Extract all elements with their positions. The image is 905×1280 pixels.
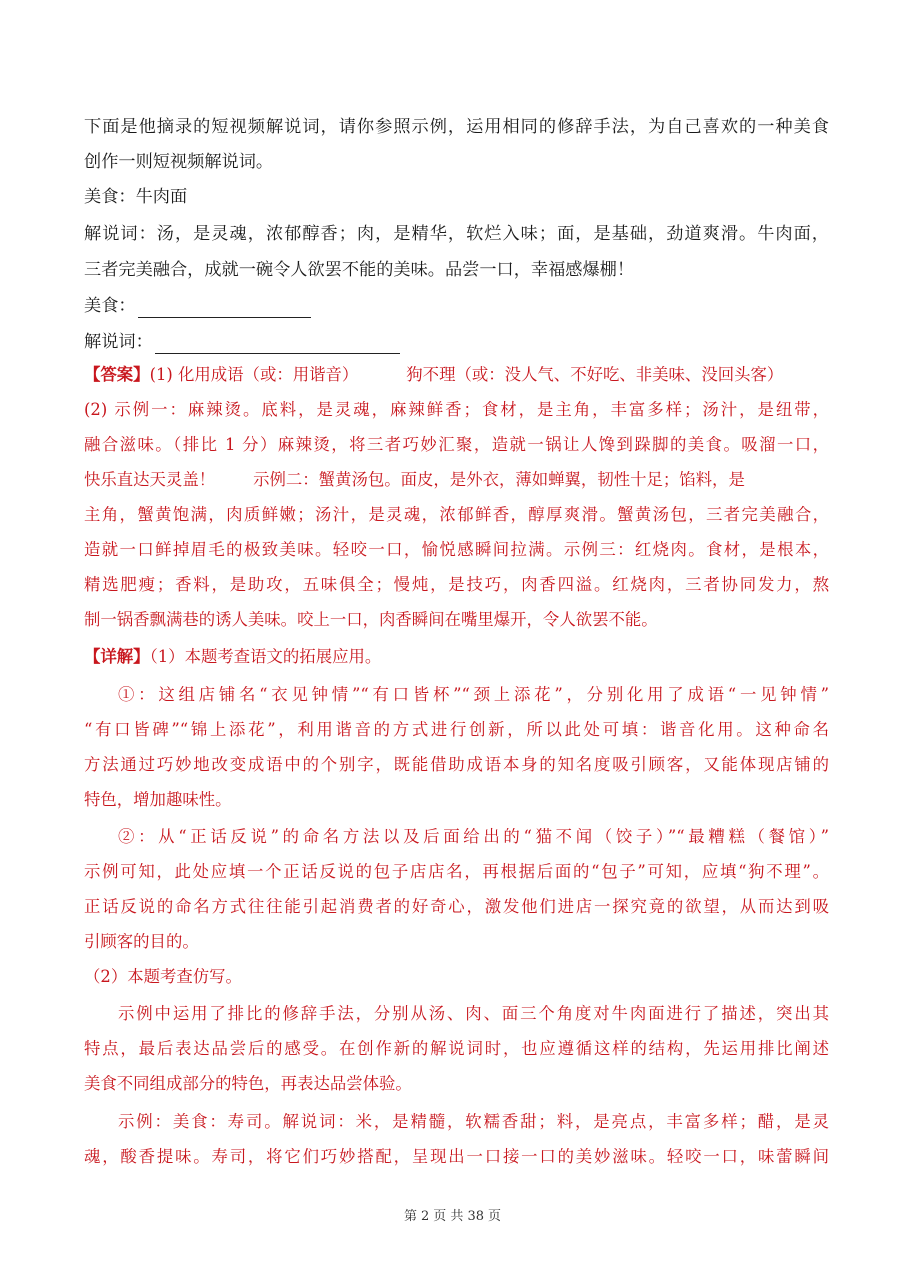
question-line-1: 下面是他摘录的短视频解说词，请你参照示例，运用相同的修辞手法，为自己喜欢的一种美食: [84, 117, 829, 137]
detail-p2-line-2: 示例可知，此处应填一个正话反说的包子店店名，再根据后面的“包子”可知，应填“狗不理”。: [84, 862, 829, 881]
detail-heading-1: [84, 645, 829, 669]
detail-p4-line-1: 示例：美食：寿司。解说词：米，是精髓，软糯香甜；料，是亮点，丰富多样；醋，是灵: [118, 1112, 829, 1131]
answer-line-5: 主角，蟹黄饱满，肉质鲜嫩；汤汁，是灵魂，浓郁鲜香，醇厚爽滑。蟹黄汤包，三者完美融合，: [84, 505, 829, 524]
detail-h1: （1）本题考查语文的拓展应用。: [149, 647, 382, 666]
page-total: 38: [467, 1209, 484, 1224]
answer-line-8: 制一锅香飘满巷的诱人美味。咬上一口，肉香瞬间在嘴里爆开，令人欲罢不能。: [84, 610, 658, 629]
answer-line-7: 精选肥瘦；香料，是助攻，五味俱全；慢炖，是技巧，肉香四溢。红烧肉，三者协同发力，熬: [84, 575, 829, 594]
answer-1b: 狗不理（或：没人气、不好吃、非美味、没回头客）: [406, 365, 784, 384]
blank-explain-label: 解说词：: [84, 332, 153, 352]
detail-p2-line-3: 正话反说的命名方式往往能引起消费者的好奇心，激发他们进店一探究竟的欲望，从而达到吸: [84, 897, 829, 916]
detail-p1-line-1: ①：这组店铺名“衣见钟情”“有口皆杯”“颈上添花”，分别化用了成语“一见钟情”: [118, 685, 829, 704]
example-food: 美食：牛肉面: [84, 187, 188, 207]
detail-p4-line-2: 魂，酸香提味。寿司，将它们巧妙搭配，呈现出一口接一口的美妙滋味。轻咬一口，味蕾瞬间: [84, 1147, 829, 1166]
answer-1a: (1) 化用成语（或：用谐音）: [149, 365, 359, 384]
question-line-2: 创作一则短视频解说词。: [84, 152, 274, 172]
answer-line-3: 融合滋味。（排比 1 分）麻辣烫，将三者巧妙汇聚，造就一锅让人馋到跺脚的美食。吸溜一口，: [84, 435, 829, 454]
detail-p3-line-3: 美食不同组成部分的特色，再表达品尝体验。: [84, 1074, 412, 1093]
detail-p1-line-3: 方法通过巧妙地改变成语中的个别字，既能借助成语本身的知名度吸引顾客，又能体现店铺的: [84, 755, 829, 774]
answer-line-6: 造就一口鲜掉眉毛的极致美味。轻咬一口，愉悦感瞬间拉满。示例三：红烧肉。食材，是根本，: [84, 540, 829, 559]
detail-p3-line-1: 示例中运用了排比的修辞手法，分别从汤、肉、面三个角度对牛肉面进行了描述，突出其: [118, 1004, 829, 1023]
answer-4b: 示例二：蟹黄汤包。面皮，是外衣，薄如蝉翼，韧性十足；馅料，是: [253, 470, 745, 489]
answer-4a: 快乐直达天灵盖！: [84, 470, 216, 489]
answer-line-1: [84, 363, 829, 387]
detail-p1-line-2: “有口皆碑”“锦上添花”，利用谐音的方式进行创新，所以此处可填：谐音化用。这种命名: [84, 720, 829, 739]
page-footer: [0, 1208, 905, 1226]
footer-post: 页: [487, 1209, 501, 1224]
detail-p2-line-1: ②：从“正话反说”的命名方法以及后面给出的“猫不闻（饺子）”“最糟糕（餐馆）”: [118, 827, 829, 846]
detail-p3-line-2: 特点，最后表达品尝后的感受。在创作新的解说词时，也应遵循这样的结构，先运用排比阐述: [84, 1039, 829, 1058]
footer-mid: 页 共: [433, 1209, 464, 1224]
footer-pre: 第: [404, 1209, 418, 1224]
blank-explain-row: [84, 330, 829, 354]
blank-food-row: [84, 294, 829, 318]
blank-food-label: 美食：: [84, 296, 136, 316]
page-number: 2: [421, 1209, 430, 1224]
detail-p1-line-4: 特色，增加趣味性。: [84, 790, 232, 809]
answer-tag: 【答案】: [84, 365, 150, 384]
detail-p2-line-4: 引顾客的目的。: [84, 932, 199, 951]
example-explain-line-2: 三者完美融合，成就一碗令人欲罢不能的美味。品尝一口，幸福感爆棚！: [84, 260, 635, 280]
answer-line-4: [84, 468, 829, 492]
blank-food-underline: [138, 297, 311, 318]
detail-tag: 【详解】: [84, 647, 150, 666]
answer-line-2: (2) 示例一：麻辣烫。底料，是灵魂，麻辣鲜香；食材，是主角，丰富多样；汤汁，是纽带，: [84, 400, 829, 419]
example-explain-line-1: 解说词：汤，是灵魂，浓郁醇香；肉，是精华，软烂入味；面，是基础，劲道爽滑。牛肉面，: [84, 224, 829, 244]
detail-heading-2: （2）本题考查仿写。: [84, 967, 242, 986]
blank-explain-underline: [155, 333, 400, 354]
